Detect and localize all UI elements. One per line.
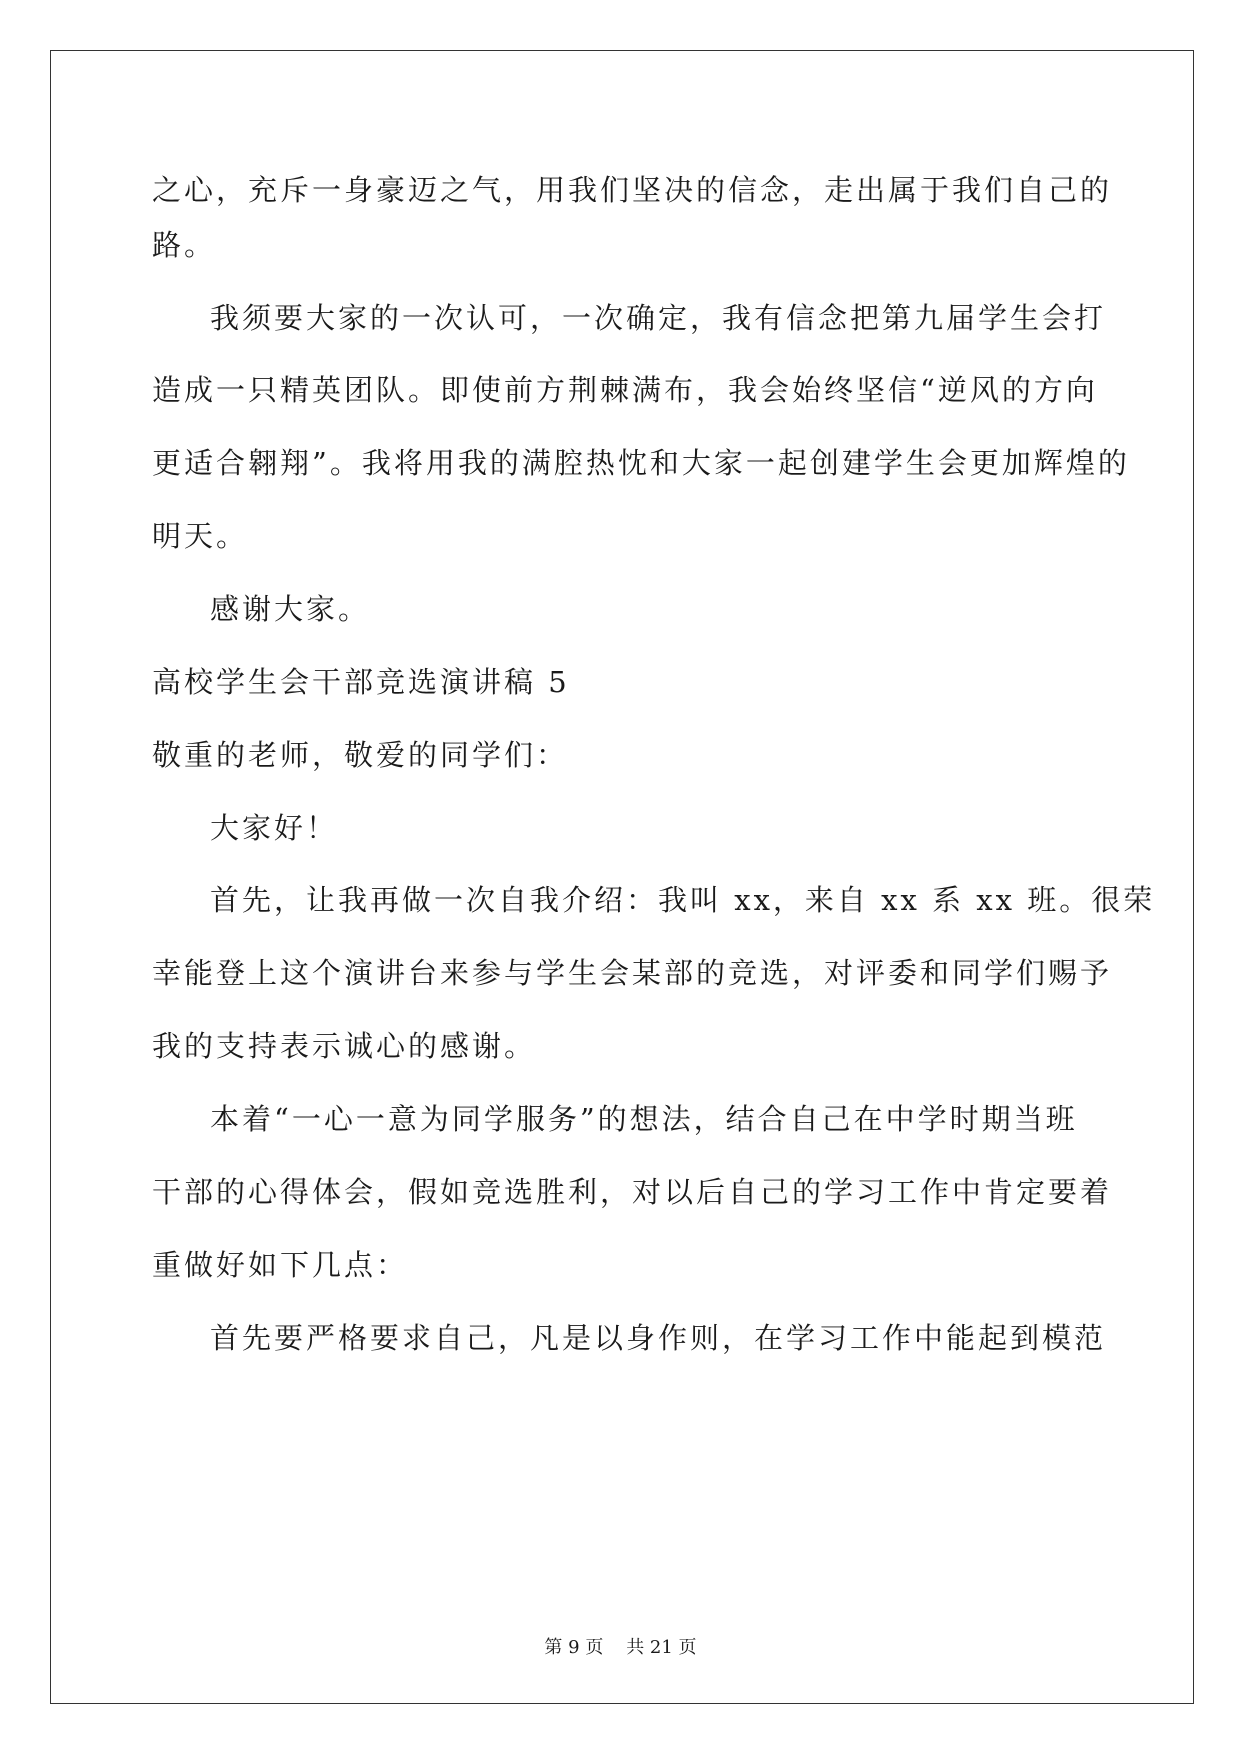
greeting: 大家好！: [210, 811, 339, 845]
body-text-line: 本着“一心一意为同学服务”的想法，结合自己在中学时期当班: [210, 1102, 1078, 1136]
body-text-line: 之心，充斥一身豪迈之气，用我们坚决的信念，走出属于我们自己的: [152, 173, 1113, 207]
body-text-line: 路。: [152, 228, 217, 262]
body-text-line: 幸能登上这个演讲台来参与学生会某部的竞选，对评委和同学们赐予: [152, 956, 1113, 990]
body-text-line: 我的支持表示诚心的感谢。: [152, 1029, 537, 1063]
body-text-line: 感谢大家。: [210, 592, 371, 626]
section-heading: 高校学生会干部竞选演讲稿 5: [152, 665, 570, 699]
body-text-line: 造成一只精英团队。即使前方荆棘满布，我会始终坚信“逆风的方向: [152, 373, 1098, 407]
page-number-footer: 第 9 页 共 21 页: [544, 1637, 697, 1658]
body-text-line: 干部的心得体会，假如竞选胜利，对以后自己的学习工作中肯定要着: [152, 1175, 1113, 1209]
body-text-line: 重做好如下几点：: [152, 1248, 409, 1282]
body-text-line: 首先，让我再做一次自我介绍：我叫 xx，来自 xx 系 xx 班。很荣: [210, 883, 1156, 917]
salutation: 敬重的老师，敬爱的同学们：: [152, 738, 569, 772]
body-text-line: 我须要大家的一次认可，一次确定，我有信念把第九届学生会打: [210, 301, 1107, 335]
body-text-line: 更适合翱翔”。我将用我的满腔热忱和大家一起创建学生会更加辉煌的: [152, 446, 1130, 480]
body-text-line: 明天。: [152, 519, 249, 553]
body-text-line: 首先要严格要求自己，凡是以身作则，在学习工作中能起到模范: [210, 1321, 1107, 1355]
